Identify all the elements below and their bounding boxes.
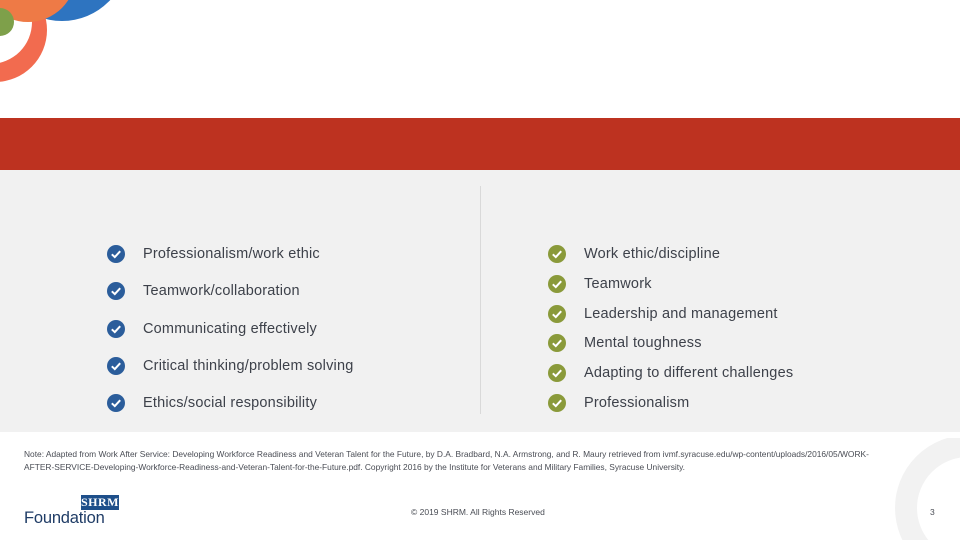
check-circle-icon [548, 334, 566, 352]
check-circle-icon [548, 245, 566, 263]
check-circle-icon [548, 275, 566, 293]
list-item-label: Adapting to different challenges [584, 365, 794, 381]
check-circle-icon [107, 357, 125, 375]
check-circle-icon [107, 394, 125, 412]
list-item [548, 274, 652, 294]
page-number: 3 [930, 507, 935, 517]
check-circle-icon [107, 320, 125, 338]
source-note: Note: Adapted from Work After Service: Developing Workforce Readiness and Veteran Talent for the Future, by D.A. Bradbard, N.A. Armstrong, and R. Maury retrieved from ivmf.syracuse.edu/wp-content/uploads/2016/05/WORK-AFTER-SERVICE-Developing-Workforce-Readiness-and-Veteran-Talent-for-the-Future.pdf. Copyright 2016 by the Institute for Veterans and Military Families, Syracuse University. [24, 449, 869, 472]
title-banner [0, 118, 960, 170]
list-item [548, 393, 689, 413]
list-item-label: Leadership and management [584, 306, 778, 322]
list-item [107, 393, 317, 413]
check-circle-icon [107, 245, 125, 263]
list-item-label: Teamwork/collaboration [143, 283, 300, 299]
list-item-label: Teamwork [584, 276, 652, 292]
list-item [107, 244, 320, 264]
logo-badge: SHRM [81, 495, 119, 509]
shrm-foundation-logo [24, 495, 124, 531]
list-item-label: Critical thinking/problem solving [143, 358, 354, 374]
check-circle-icon [548, 305, 566, 323]
logo-text: Foundation [24, 509, 105, 527]
check-circle-icon [548, 394, 566, 412]
list-item-label: Mental toughness [584, 335, 702, 351]
check-circle-icon [548, 364, 566, 382]
copyright-text: © 2019 SHRM. All Rights Reserved [411, 507, 545, 517]
list-item-label: Professionalism [584, 395, 690, 411]
column-divider [480, 186, 481, 414]
list-item [107, 319, 317, 339]
check-circle-icon [107, 282, 125, 300]
list-item-label: Professionalism/work ethic [143, 246, 320, 262]
list-item-label: Work ethic/discipline [584, 246, 721, 262]
list-item-label: Ethics/social responsibility [143, 395, 318, 411]
list-item [548, 304, 778, 324]
list-item [548, 244, 720, 264]
decorative-corner-arc [880, 438, 960, 540]
decorative-circles [0, 0, 130, 120]
list-item [107, 281, 300, 301]
list-item [548, 363, 793, 383]
list-item [548, 333, 702, 353]
list-item-label: Communicating effectively [143, 321, 317, 337]
list-item [107, 356, 354, 376]
